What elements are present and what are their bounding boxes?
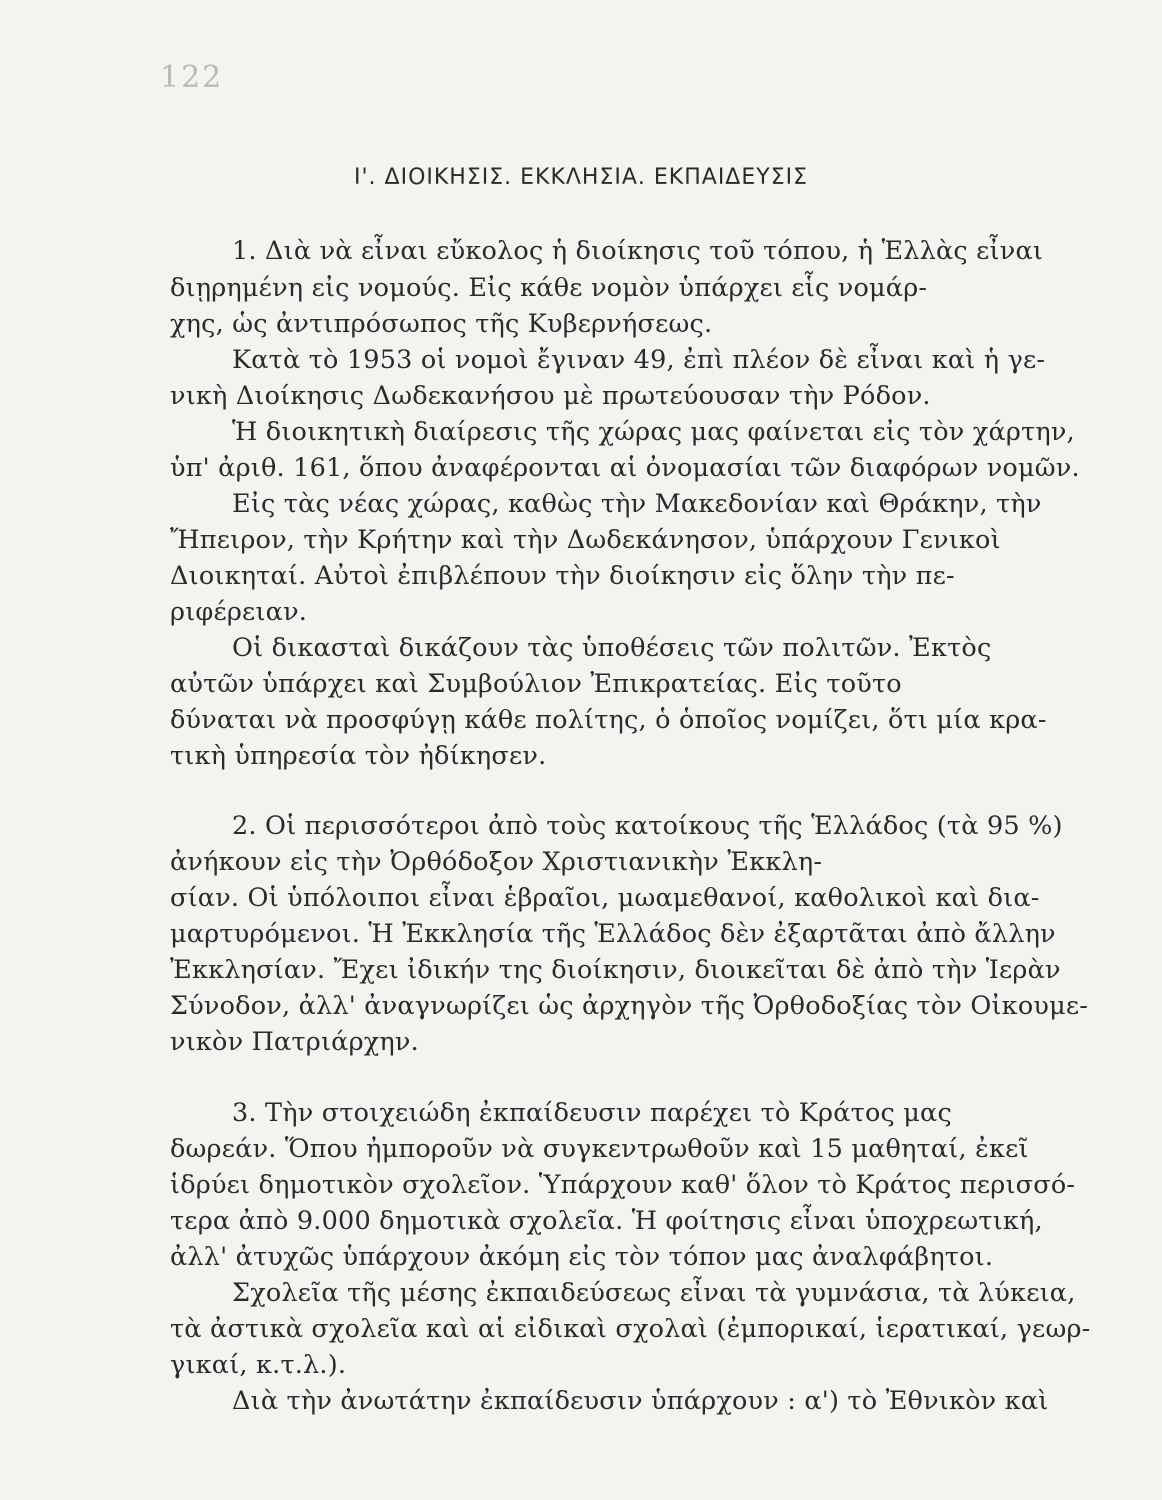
text-line: διῃρημένη εἰς νομούς. Εἰς κάθε νομὸν ὑπάρχει εἷς νομάρ- <box>170 273 928 303</box>
text-line: τικὴ ὑπηρεσία τὸν ἠδίκησεν. <box>170 741 547 771</box>
text-line: Σύνοδον, ἀλλ' ἀναγνωρίζει ὡς ἀρχηγὸν τῆς Ὀρθοδοξίας τὸν Οἰκουμε- <box>170 991 1089 1021</box>
text-line: ἀλλ' ἀτυχῶς ὑπάρχουν ἀκόμη εἰς τὸν τόπον μας ἀναλφάβητοι. <box>170 1242 994 1272</box>
text-line: Διοικηταί. Αὐτοὶ ἐπιβλέπουν τὴν διοίκησιν εἰς ὅλην τὴν πε- <box>170 561 955 591</box>
text-line: σίαν. Οἱ ὑπόλοιποι εἶναι ἑβραῖοι, μωαμεθανοί, καθολικοὶ καὶ δια- <box>170 883 1040 913</box>
text-line: Ἐκκλησίαν. Ἔχει ἰδικήν της διοίκησιν, διοικεῖται δὲ ἀπὸ τὴν Ἱερὰν <box>170 955 1061 985</box>
text-line: 2. Οἱ περισσότεροι ἀπὸ τοὺς κατοίκους τῆς Ἑλλάδος (τὰ 95 %) <box>232 811 1063 841</box>
text-line: ριφέρειαν. <box>170 597 308 627</box>
text-line: Διὰ τὴν ἀνωτάτην ἐκπαίδευσιν ὑπάρχουν : α') τὸ Ἐθνικὸν καὶ <box>232 1386 1049 1416</box>
text-line: ἱδρύει δημοτικὸν σχολεῖον. Ὑπάρχουν καθ' ὅλον τὸ Κράτος περισσό- <box>170 1170 1076 1200</box>
text-line: τὰ ἀστικὰ σχολεῖα καὶ αἱ εἰδικαὶ σχολαὶ (ἐμπορικαί, ἱερατικαί, γεωρ- <box>170 1314 1091 1344</box>
text-line: Ἤπειρον, τὴν Κρήτην καὶ τὴν Δωδεκάνησον, ὑπάρχουν Γενικοὶ <box>170 525 1001 555</box>
text-line: 3. Τὴν στοιχειώδη ἐκπαίδευσιν παρέχει τὸ Κράτος μας <box>232 1098 952 1128</box>
text-line: μαρτυρόμενοι. Ἡ Ἐκκλησία τῆς Ἑλλάδος δὲν ἐξαρτᾶται ἀπὸ ἄλλην <box>170 919 1056 949</box>
text-line: Σχολεῖα τῆς μέσης ἐκπαιδεύσεως εἶναι τὰ γυμνάσια, τὰ λύκεια, <box>232 1278 1076 1308</box>
text-line: νικὴ Διοίκησις Δωδεκανήσου μὲ πρωτεύουσαν τὴν Ρόδον. <box>170 381 931 411</box>
text-line: Εἰς τὰς νέας χώρας, καθὼς τὴν Μακεδονίαν καὶ Θράκην, τὴν <box>232 489 1042 519</box>
text-line: ἀνήκουν εἰς τὴν Ὀρθόδοξον Χριστιανικὴν Ἐκκλη- <box>170 847 823 877</box>
text-line: δωρεάν. Ὅπου ἠμποροῦν νὰ συγκεντρωθοῦν καὶ 15 μαθηταί, ἐκεῖ <box>170 1134 1029 1164</box>
text-line: δύναται νὰ προσφύγῃ κάθε πολίτης, ὁ ὁποῖος νομίζει, ὅτι μία κρα- <box>170 705 1047 735</box>
text-line: γικαί, κ.τ.λ.). <box>170 1350 347 1380</box>
text-line: αὐτῶν ὑπάρχει καὶ Συμβούλιον Ἐπικρατείας. Εἰς τοῦτο <box>170 669 902 699</box>
text-line: τερα ἀπὸ 9.000 δημοτικὰ σχολεῖα. Ἡ φοίτησις εἶναι ὑποχρεωτική, <box>170 1206 1043 1236</box>
text-line: Ἡ διοικητικὴ διαίρεσις τῆς χώρας μας φαίνεται εἰς τὸν χάρτην, <box>232 417 1075 447</box>
page-number: 122 <box>160 60 224 95</box>
text-line: Οἱ δικασταὶ δικάζουν τὰς ὑποθέσεις τῶν πολιτῶν. Ἐκτὸς <box>232 633 992 663</box>
text-line: ὑπ' ἀριθ. 161, ὅπου ἀναφέρονται αἱ ὀνομασίαι τῶν διαφόρων νομῶν. <box>170 453 1080 483</box>
text-line: Κατὰ τὸ 1953 οἱ νομοὶ ἔγιναν 49, ἐπὶ πλέον δὲ εἶναι καὶ ἡ γε- <box>232 345 1046 375</box>
text-line: χης, ὡς ἀντιπρόσωπος τῆς Κυβερνήσεως. <box>170 309 713 339</box>
text-line: νικὸν Πατριάρχην. <box>170 1027 419 1057</box>
text-line: 1. Διὰ νὰ εἶναι εὔκολος ἡ διοίκησις τοῦ τόπου, ἡ Ἑλλὰς εἶναι <box>232 236 1044 266</box>
section-heading: Ι'. ΔΙΟΙΚΗΣΙΣ. ΕΚΚΛΗΣΙΑ. ΕΚΠΑΙΔΕΥΣΙΣ <box>354 165 808 190</box>
